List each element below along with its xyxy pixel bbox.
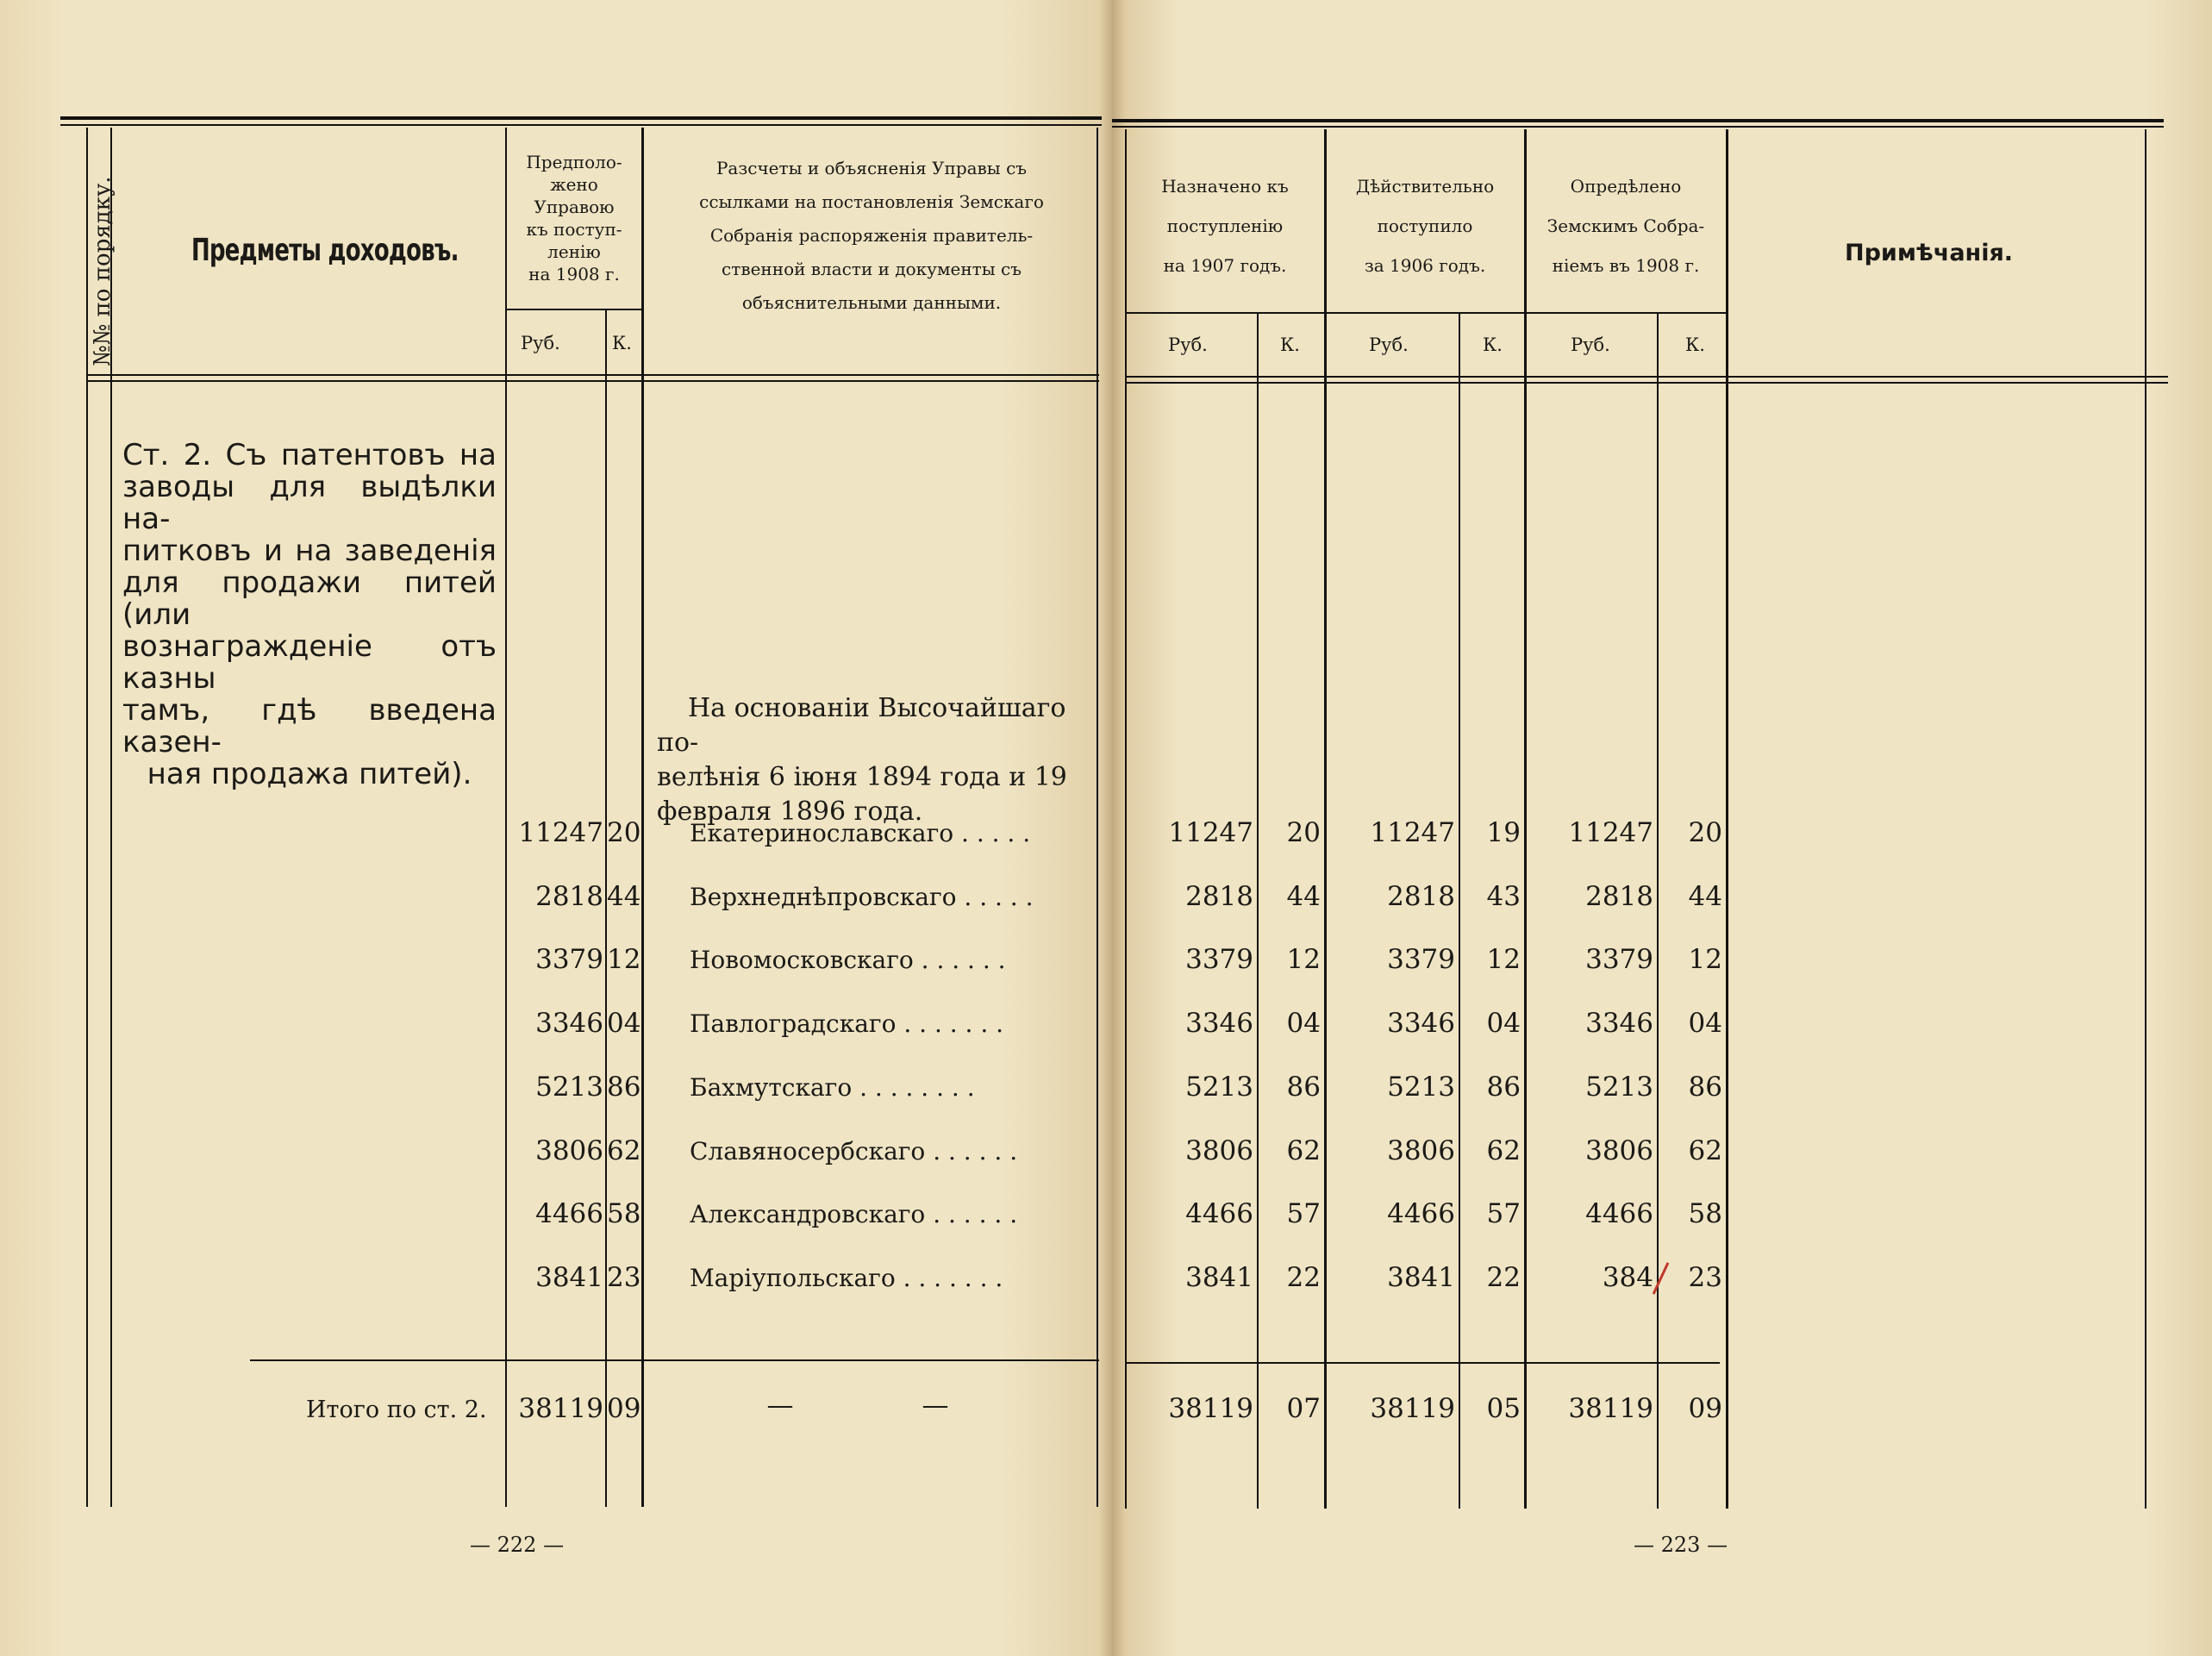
row-assigned-kop: 20 xyxy=(1286,817,1321,848)
page-number-left: — 222 — xyxy=(470,1533,565,1557)
article-line: заводы для выдѣлки на- xyxy=(122,470,497,536)
total-actual-kop: 05 xyxy=(1486,1393,1521,1424)
vline-rub-kop-assigned xyxy=(1257,312,1259,1509)
row-determined-kop: 62 xyxy=(1688,1134,1722,1166)
row-assigned-kop: 12 xyxy=(1286,944,1321,976)
district-name: Бахмутскаго . . . . . . . . xyxy=(690,1072,975,1102)
article-line: тамъ, гдѣ введена казен- xyxy=(122,693,497,759)
total-assigned-rub: 38119 xyxy=(1168,1393,1253,1424)
total-label: Итого по ст. 2. xyxy=(306,1397,487,1423)
row-actual-rub: 3841 xyxy=(1387,1261,1455,1293)
col-notes-header: Примѣчанія. xyxy=(1845,240,2014,266)
row-determined-rub: 4466 xyxy=(1585,1198,1653,1230)
col-actual-rub-header: Руб. xyxy=(1369,334,1409,355)
header-bottom-rule-right xyxy=(1125,376,2168,378)
row-proposed-rub: 2818 xyxy=(535,880,603,912)
row-actual-rub: 4466 xyxy=(1387,1198,1455,1230)
total-top-rule-left xyxy=(250,1359,1099,1361)
row-assigned-rub: 4466 xyxy=(1185,1198,1253,1230)
top-rule-right-2 xyxy=(1112,126,2164,128)
row-assigned-rub: 3841 xyxy=(1185,1261,1253,1293)
col-actual-kop-header: К. xyxy=(1483,334,1503,355)
row-proposed-kop: 04 xyxy=(607,1008,641,1040)
row-determined-kop: 12 xyxy=(1688,944,1722,976)
total-determined-kop: 09 xyxy=(1688,1393,1722,1424)
decree-line: велѣнія 6 іюня 1894 года и 19 xyxy=(657,762,1067,792)
decree-line: На основаніи Высочайшаго по- xyxy=(657,693,1066,758)
district-name: Павлоградскаго . . . . . . . xyxy=(690,1009,1004,1039)
header-bottom-rule-left-2 xyxy=(86,380,1099,382)
vline-rub-kop-determined xyxy=(1657,312,1659,1509)
row-assigned-rub: 5213 xyxy=(1185,1071,1253,1103)
total-dash-2: — xyxy=(922,1390,949,1421)
total-proposed-kop: 09 xyxy=(607,1393,641,1424)
row-proposed-kop: 12 xyxy=(607,944,641,976)
vline-left-end xyxy=(1097,128,1098,1507)
row-determined-kop: 44 xyxy=(1688,880,1722,912)
row-determined-rub: 11247 xyxy=(1568,817,1653,848)
row-actual-kop: 22 xyxy=(1486,1261,1521,1293)
row-actual-kop: 19 xyxy=(1486,817,1521,848)
col-determined-kop-header: К. xyxy=(1685,334,1705,355)
row-proposed-kop: 62 xyxy=(607,1134,641,1166)
book-gutter xyxy=(1099,0,1125,1656)
article-line: вознагражденіе отъ казны xyxy=(122,629,497,696)
page-number-right: — 223 — xyxy=(1634,1533,1728,1557)
row-determined-kop: 23 xyxy=(1688,1261,1722,1293)
row-assigned-rub: 3806 xyxy=(1185,1134,1253,1166)
row-determined-rub: 384 xyxy=(1602,1261,1653,1293)
district-name: Александровскаго . . . . . . xyxy=(690,1200,1018,1229)
row-proposed-rub: 4466 xyxy=(535,1198,603,1230)
row-determined-rub: 2818 xyxy=(1585,880,1653,912)
vline-rub-kop-actual xyxy=(1459,312,1460,1509)
row-determined-rub: 5213 xyxy=(1585,1071,1653,1103)
row-actual-kop: 57 xyxy=(1486,1198,1521,1230)
row-assigned-kop: 86 xyxy=(1286,1071,1321,1103)
row-proposed-rub: 3841 xyxy=(535,1261,603,1293)
row-assigned-rub: 2818 xyxy=(1185,880,1253,912)
row-actual-rub: 11247 xyxy=(1370,817,1455,848)
col-assigned-kop-header: К. xyxy=(1280,334,1300,355)
district-name: Верхнеднѣпровскаго . . . . . xyxy=(690,882,1034,911)
district-name: Маріупольскаго . . . . . . . xyxy=(690,1263,1003,1292)
rub-kop-divider-right xyxy=(1125,312,1728,314)
row-proposed-kop: 86 xyxy=(607,1071,641,1103)
row-actual-kop: 62 xyxy=(1486,1134,1521,1166)
total-determined-rub: 38119 xyxy=(1568,1393,1653,1424)
row-actual-kop: 04 xyxy=(1486,1008,1521,1040)
row-assigned-kop: 04 xyxy=(1286,1008,1321,1040)
row-assigned-rub: 11247 xyxy=(1168,817,1253,848)
total-top-rule-right xyxy=(1125,1362,1720,1364)
rub-kop-divider-left xyxy=(507,309,642,310)
vline-col-actual xyxy=(1524,129,1527,1509)
row-proposed-rub: 3379 xyxy=(535,944,603,976)
decree-line: февраля 1896 года. xyxy=(657,797,923,827)
row-proposed-rub: 5213 xyxy=(535,1071,603,1103)
row-assigned-kop: 22 xyxy=(1286,1261,1321,1293)
article-description xyxy=(122,440,497,791)
header-bottom-rule-right-2 xyxy=(1125,382,2168,384)
col-determined-header: Опредѣлено Земскимъ Собра- ніемъ въ 1908 г. xyxy=(1547,176,1705,276)
col-assigned-rub-header: Руб. xyxy=(1168,334,1208,355)
decree-reference xyxy=(657,691,1088,829)
article-line: ная продажа питей). xyxy=(147,757,472,791)
row-actual-kop: 12 xyxy=(1486,944,1521,976)
row-assigned-rub: 3379 xyxy=(1185,944,1253,976)
row-proposed-rub: 3346 xyxy=(535,1008,603,1040)
col-no-header: №№ по порядку. xyxy=(90,176,116,366)
row-assigned-kop: 44 xyxy=(1286,880,1321,912)
row-determined-kop: 20 xyxy=(1688,817,1722,848)
article-line: Ст. 2. Съ патентовъ на xyxy=(122,438,497,472)
article-line: для продажи питей (или xyxy=(122,566,497,632)
row-actual-rub: 2818 xyxy=(1387,880,1455,912)
header-bottom-rule-left xyxy=(86,374,1099,376)
col-proposed-kop-header: К. xyxy=(612,333,632,353)
row-actual-rub: 3379 xyxy=(1387,944,1455,976)
row-proposed-kop: 23 xyxy=(607,1261,641,1293)
col-determined-rub-header: Руб. xyxy=(1571,334,1610,355)
article-line: питковъ и на заведенія xyxy=(122,534,497,568)
row-actual-rub: 3806 xyxy=(1387,1134,1455,1166)
row-assigned-kop: 57 xyxy=(1286,1198,1321,1230)
row-proposed-rub: 3806 xyxy=(535,1134,603,1166)
top-rule-left xyxy=(60,116,1102,120)
total-proposed-rub: 38119 xyxy=(518,1393,603,1424)
col-assigned-header: Назначено къ поступленію на 1907 годъ. xyxy=(1161,176,1289,276)
col-proposed-rub-header: Руб. xyxy=(521,333,560,353)
row-actual-rub: 3346 xyxy=(1387,1008,1455,1040)
row-actual-kop: 86 xyxy=(1486,1071,1521,1103)
row-proposed-kop: 58 xyxy=(607,1198,641,1230)
row-proposed-kop: 44 xyxy=(607,880,641,912)
top-rule-right xyxy=(1112,119,2164,122)
district-name: Славяносербскаго . . . . . . xyxy=(690,1136,1018,1165)
vline-right-start xyxy=(1125,129,1127,1509)
row-determined-kop: 58 xyxy=(1688,1198,1722,1230)
vline-col-determined xyxy=(1726,129,1728,1509)
row-determined-kop: 04 xyxy=(1688,1008,1722,1040)
row-assigned-kop: 62 xyxy=(1286,1134,1321,1166)
row-actual-kop: 43 xyxy=(1486,880,1521,912)
district-name: Екатеринославскаго . . . . . xyxy=(690,819,1031,847)
col-explanation-header: Разсчеты и объясненія Управы съ ссылками на постановленія Земскаго Собранія распоряженія правитель- ственной власти и документы съ объяснительными данными. xyxy=(699,158,1044,313)
col-actual-header: Дѣйствительно поступило за 1906 годъ. xyxy=(1355,176,1495,276)
vline-col-subject xyxy=(505,128,507,1507)
total-dash-1: — xyxy=(766,1390,794,1421)
district-name: Новомосковскаго . . . . . . xyxy=(690,946,1006,975)
total-assigned-kop: 07 xyxy=(1286,1393,1321,1424)
row-proposed-rub: 11247 xyxy=(518,817,603,848)
row-proposed-kop: 20 xyxy=(607,817,641,848)
vline-right-end xyxy=(2145,129,2146,1509)
row-actual-rub: 5213 xyxy=(1387,1071,1455,1103)
col-proposed-header: Предполо- жено Управою къ поступ- ленію на 1908 г. xyxy=(526,152,622,284)
total-actual-rub: 38119 xyxy=(1370,1393,1455,1424)
vline-col-proposed xyxy=(641,128,644,1507)
vline-col-assigned xyxy=(1324,129,1327,1509)
row-determined-rub: 3806 xyxy=(1585,1134,1653,1166)
row-determined-kop: 86 xyxy=(1688,1071,1722,1103)
vline-left-edge xyxy=(86,128,88,1507)
row-determined-rub: 3379 xyxy=(1585,944,1653,976)
col-subject-header: Предметы доходовъ. xyxy=(191,233,459,268)
row-determined-rub: 3346 xyxy=(1585,1008,1653,1040)
top-rule-left-2 xyxy=(60,124,1102,126)
row-assigned-rub: 3346 xyxy=(1185,1008,1253,1040)
